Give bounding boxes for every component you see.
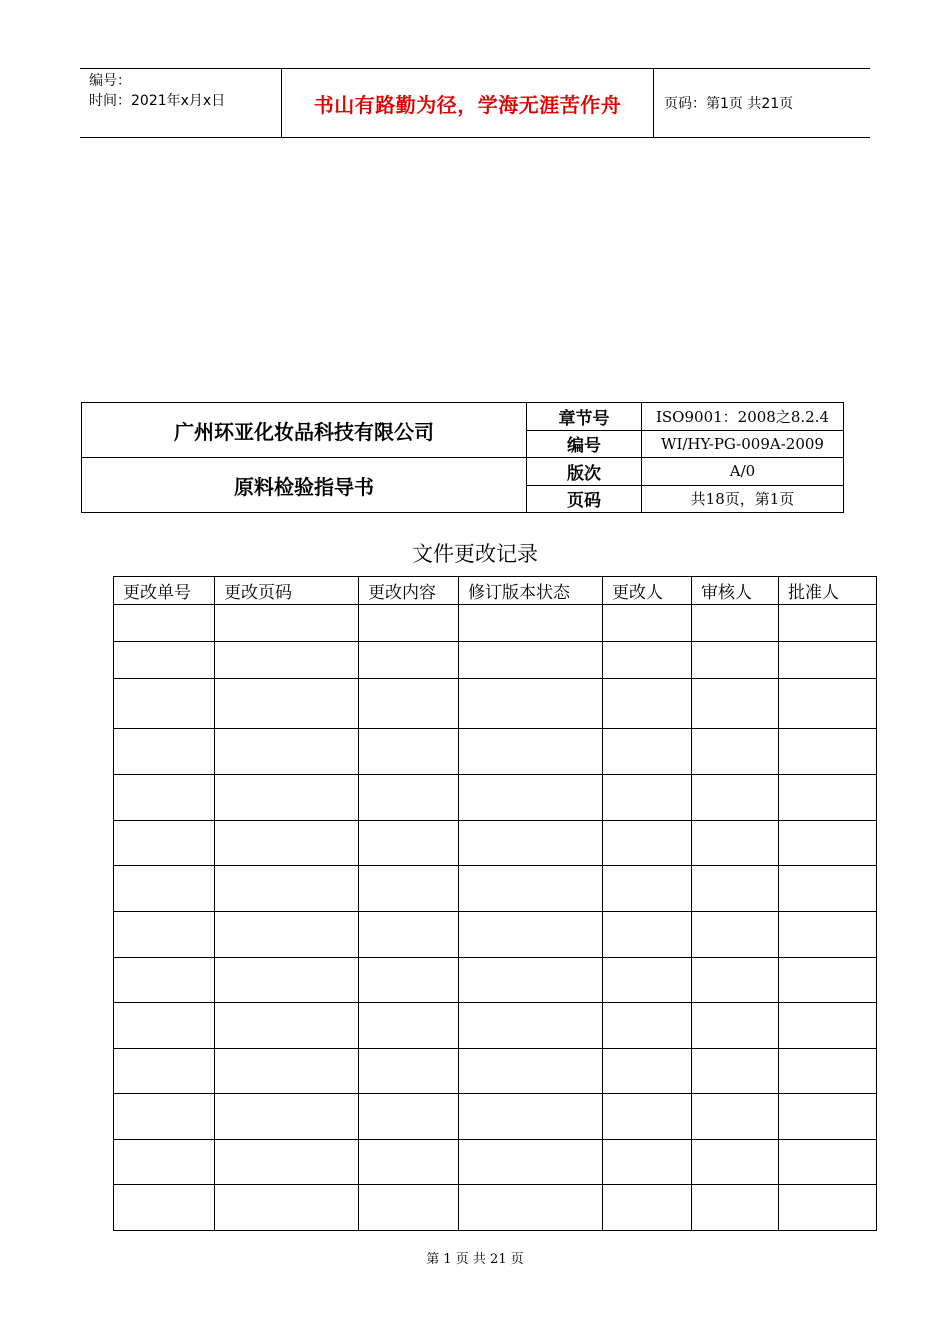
table-cell: [459, 775, 603, 821]
table-row: [114, 775, 877, 821]
table-cell: [603, 605, 692, 642]
table-cell: [114, 866, 215, 912]
col-change-number: 更改单号: [114, 577, 215, 605]
table-cell: [692, 958, 779, 1003]
table-cell: [459, 1140, 603, 1185]
table-cell: [692, 605, 779, 642]
table-cell: [359, 679, 459, 729]
table-cell: [692, 679, 779, 729]
table-cell: [779, 775, 877, 821]
table-cell: [359, 1185, 459, 1231]
table-cell: [603, 821, 692, 866]
table-cell: [215, 775, 359, 821]
table-cell: [603, 679, 692, 729]
table-cell: [459, 1049, 603, 1094]
table-cell: [114, 912, 215, 958]
table-cell: [779, 1094, 877, 1140]
col-change-page: 更改页码: [215, 577, 359, 605]
table-cell: [779, 679, 877, 729]
table-cell: [359, 775, 459, 821]
col-approver: 批准人: [779, 577, 877, 605]
table-cell: [459, 605, 603, 642]
table-cell: [114, 958, 215, 1003]
table-cell: [779, 866, 877, 912]
header-time: 时间：2021年x月x日: [89, 93, 226, 109]
table-cell: [215, 866, 359, 912]
table-cell: [603, 729, 692, 775]
table-cell: [779, 1140, 877, 1185]
table-cell: [114, 821, 215, 866]
header-number: 编号：: [89, 73, 131, 89]
info-label-version: 版次: [527, 458, 642, 486]
table-cell: [692, 1003, 779, 1049]
table-cell: [692, 1140, 779, 1185]
table-cell: [779, 642, 877, 679]
table-cell: [459, 729, 603, 775]
table-cell: [215, 679, 359, 729]
table-row: [114, 642, 877, 679]
table-cell: [603, 775, 692, 821]
table-cell: [779, 821, 877, 866]
table-cell: [779, 1049, 877, 1094]
table-row: [114, 1094, 877, 1140]
table-cell: [459, 1185, 603, 1231]
table-cell: [359, 958, 459, 1003]
header-meta: [80, 69, 281, 137]
table-cell: [459, 642, 603, 679]
table-row: [114, 821, 877, 866]
table-cell: [459, 1003, 603, 1049]
table-cell: [359, 605, 459, 642]
record-header-row: [114, 577, 877, 605]
table-cell: [114, 1140, 215, 1185]
table-row: [114, 1003, 877, 1049]
table-cell: [779, 729, 877, 775]
table-cell: [692, 1185, 779, 1231]
table-cell: [215, 958, 359, 1003]
table-cell: [114, 1049, 215, 1094]
info-value-page: 共18页，第1页: [642, 485, 844, 513]
table-cell: [779, 912, 877, 958]
table-cell: [114, 1185, 215, 1231]
table-cell: [603, 866, 692, 912]
table-cell: [603, 1003, 692, 1049]
info-label-page: 页码: [527, 485, 642, 513]
table-cell: [359, 1003, 459, 1049]
document-title: 原料检验指导书: [82, 458, 527, 513]
table-cell: [359, 866, 459, 912]
table-cell: [603, 1185, 692, 1231]
document-info-table: [81, 402, 844, 513]
col-changed-by: 更改人: [603, 577, 692, 605]
table-cell: [603, 1094, 692, 1140]
table-cell: [779, 605, 877, 642]
col-reviewer: 审核人: [692, 577, 779, 605]
table-cell: [692, 642, 779, 679]
table-cell: [215, 1140, 359, 1185]
col-change-content: 更改内容: [359, 577, 459, 605]
info-value-chapter: ISO9001：2008之8.2.4: [642, 403, 844, 431]
table-cell: [215, 1185, 359, 1231]
table-cell: [359, 642, 459, 679]
record-title: 文件更改记录: [412, 542, 538, 566]
table-row: [114, 1140, 877, 1185]
table-cell: [114, 729, 215, 775]
header-motto: 书山有路勤为径，学海无涯苦作舟: [281, 69, 654, 137]
info-label-chapter: 章节号: [527, 403, 642, 431]
table-cell: [359, 729, 459, 775]
table-cell: [779, 958, 877, 1003]
table-row: [114, 605, 877, 642]
table-cell: [459, 912, 603, 958]
table-cell: [603, 1140, 692, 1185]
table-cell: [603, 912, 692, 958]
table-cell: [603, 1049, 692, 1094]
table-cell: [779, 1185, 877, 1231]
table-cell: [215, 1094, 359, 1140]
table-cell: [215, 605, 359, 642]
table-cell: [779, 1003, 877, 1049]
table-cell: [359, 1140, 459, 1185]
table-row: [114, 679, 877, 729]
table-cell: [114, 775, 215, 821]
table-cell: [459, 679, 603, 729]
table-row: [114, 729, 877, 775]
header-page-info: 页码：第1页 共21页: [664, 96, 794, 112]
table-cell: [459, 1094, 603, 1140]
table-cell: [114, 679, 215, 729]
record-body: [114, 605, 877, 1231]
table-cell: [692, 912, 779, 958]
col-revision-status: 修订版本状态: [459, 577, 603, 605]
info-label-number: 编号: [527, 430, 642, 458]
table-row: [114, 1185, 877, 1231]
table-row: [114, 958, 877, 1003]
change-record-table: [113, 576, 877, 1231]
table-cell: [215, 642, 359, 679]
table-cell: [692, 775, 779, 821]
table-cell: [114, 642, 215, 679]
table-cell: [215, 729, 359, 775]
table-cell: [692, 1049, 779, 1094]
table-cell: [692, 821, 779, 866]
table-cell: [459, 866, 603, 912]
table-cell: [603, 958, 692, 1003]
table-cell: [359, 1049, 459, 1094]
table-row: [114, 866, 877, 912]
table-cell: [215, 821, 359, 866]
table-cell: [459, 958, 603, 1003]
table-cell: [459, 821, 603, 866]
table-cell: [215, 912, 359, 958]
page-footer: 第 1 页 共 21 页: [426, 1252, 524, 1267]
info-value-number: WI/HY-PG-009A-2009: [642, 430, 844, 458]
table-cell: [359, 1094, 459, 1140]
table-cell: [692, 866, 779, 912]
table-cell: [215, 1049, 359, 1094]
table-cell: [692, 1094, 779, 1140]
info-value-version: A/0: [642, 458, 844, 486]
table-cell: [692, 729, 779, 775]
table-cell: [603, 642, 692, 679]
table-cell: [114, 1094, 215, 1140]
table-cell: [359, 821, 459, 866]
company-name: 广州环亚化妆品科技有限公司: [82, 403, 527, 458]
table-cell: [215, 1003, 359, 1049]
table-cell: [114, 605, 215, 642]
table-cell: [359, 912, 459, 958]
table-row: [114, 1049, 877, 1094]
table-cell: [114, 1003, 215, 1049]
table-row: [114, 912, 877, 958]
page-header: [80, 68, 870, 138]
